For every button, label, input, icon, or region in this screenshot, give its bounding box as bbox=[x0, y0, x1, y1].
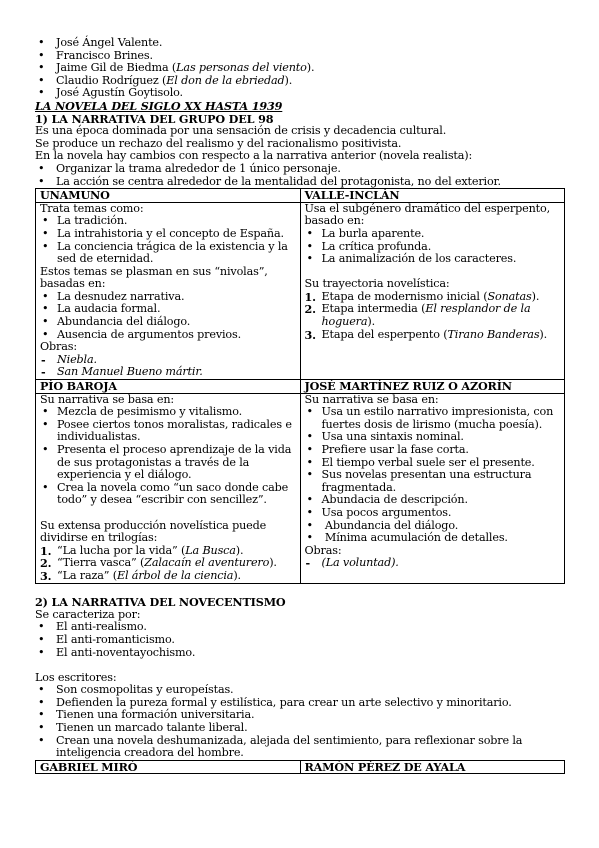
list-item: • Organizar la trama alrededor de 1 único personaje. bbox=[35, 163, 565, 176]
list-item: • El anti-romanticismo. bbox=[35, 634, 565, 647]
traits-list bbox=[35, 621, 565, 659]
list-item: 2. “Tierra vasca” (Zalacaín el aventurero). bbox=[40, 556, 277, 571]
list-item: • José Agustín Goytisolo. bbox=[35, 87, 565, 100]
cell-text: Obras: bbox=[304, 543, 342, 557]
list-item: • Tienen una formación universitaria. bbox=[35, 709, 565, 722]
azorin-cell bbox=[300, 393, 565, 583]
list-item: 3. Etapa del esperpento (Tirano Banderas). bbox=[304, 327, 548, 342]
cell-text: Obras: bbox=[40, 340, 77, 354]
cell-text: Trata temas como: bbox=[40, 201, 144, 215]
heading-novecentismo: 2) LA NARRATIVA DEL NOVECENTISMO bbox=[35, 595, 286, 610]
authors-novecentismo-table bbox=[35, 760, 565, 775]
list-item: • La acción se centra alrededor de la mentalidad del protagonista, no del exterior. bbox=[35, 176, 565, 189]
list-item: • Usa una sintaxis nominal. bbox=[305, 431, 562, 444]
list-item: • Defienden la pureza formal y estilística, para crear un arte selectivo y minoritario. bbox=[35, 697, 565, 710]
list-item: 2. Etapa intermedia (El resplandor de la hoguera). bbox=[304, 302, 531, 329]
list-item: • Crean una novela deshumanizada, alejada del sentimiento, para reflexionar sobre la inteligencia creadora del hombre. bbox=[35, 735, 565, 760]
document-page bbox=[35, 37, 565, 774]
paragraph: Se produce un rechazo del realismo y del racionalismo positivista. bbox=[35, 136, 402, 150]
list-item: • Prefiere usar la fase corta. bbox=[305, 444, 562, 457]
miro-header: GABRIEL MIRÓ bbox=[36, 760, 301, 774]
list-item: • La crítica profunda. bbox=[305, 241, 562, 254]
cell-text: Su narrativa se basa en: bbox=[304, 392, 439, 406]
list-item: • Abundancia del diálogo. bbox=[40, 316, 297, 329]
cell-text: Estos temas se plasman en sus “nivolas”, basadas en: bbox=[40, 264, 268, 291]
list-item: • La audacia formal. bbox=[40, 303, 297, 316]
list-item: • Presenta el proceso aprendizaje de la vida de sus protagonistas a través de la experiencia y el diálogo. bbox=[40, 444, 297, 482]
list-item: • Posee ciertos tonos moralistas, radicales e individualistas. bbox=[40, 419, 297, 444]
baroja-header: PÍO BAROJA bbox=[36, 380, 301, 394]
list-item: • Abundacia de descripción. bbox=[305, 494, 562, 507]
list-item: - (La voluntad). bbox=[305, 557, 562, 570]
list-item: • Abundancia del diálogo. bbox=[305, 520, 562, 533]
poets-list bbox=[35, 37, 565, 100]
unamuno-cell bbox=[36, 202, 301, 379]
list-item: • La conciencia trágica de la existencia y la sed de eternidad. bbox=[40, 241, 297, 266]
list-item: • Ausencia de argumentos previos. bbox=[40, 329, 297, 342]
list-item: • El anti-realismo. bbox=[35, 621, 565, 634]
list-item: 1. Etapa de modernismo inicial (Sonatas). bbox=[304, 289, 540, 304]
paragraph: En la novela hay cambios con respecto a la narrativa anterior (novela realista): bbox=[35, 149, 473, 163]
list-item: • La tradición. bbox=[40, 215, 297, 228]
paragraph: Se caracteriza por: bbox=[35, 607, 141, 621]
unamuno-header: UNAMUNO bbox=[36, 189, 301, 203]
writers-list bbox=[35, 684, 565, 760]
baroja-cell bbox=[36, 393, 301, 583]
list-item: - San Manuel Bueno mártir. bbox=[40, 366, 297, 379]
list-item: • Sus novelas presentan una estructura fragmentada. bbox=[305, 469, 562, 494]
cell-text: Su extensa producción novelística puede dividirse en trilogías: bbox=[40, 518, 267, 545]
list-item: • La animalización de los caracteres. bbox=[305, 253, 562, 266]
list-item: • Claudio Rodríguez (El don de la ebriedad). bbox=[35, 75, 565, 88]
list-item: • Mínima acumulación de detalles. bbox=[305, 532, 562, 545]
cell-text: Su narrativa se basa en: bbox=[40, 392, 174, 406]
heading-98: 1) LA NARRATIVA DEL GRUPO DEL 98 bbox=[35, 111, 274, 126]
list-item: • La burla aparente. bbox=[305, 228, 562, 241]
section-title: LA NOVELA DEL SIGLO XX HASTA 1939 bbox=[35, 98, 283, 113]
list-item: • La intrahistoria y el concepto de España. bbox=[40, 228, 297, 241]
cell-text: Usa el subgénero dramático del esperpento, basado en: bbox=[304, 201, 550, 228]
list-item: • La desnudez narrativa. bbox=[40, 291, 297, 304]
azorin-header: JOSÉ MARTÍNEZ RUIZ O AZORÍN bbox=[300, 380, 565, 394]
cell-text: Su trayectoria novelística: bbox=[304, 277, 450, 291]
novel-changes-list bbox=[35, 163, 565, 188]
list-item: • Usa un estilo narrativo impresionista, con fuertes dosis de lirismo (mucha poesía). bbox=[305, 406, 562, 431]
list-item: • Son cosmopolitas y europeístas. bbox=[35, 684, 565, 697]
authors-98-table bbox=[35, 188, 565, 583]
list-item: • Jaime Gil de Biedma (Las personas del viento). bbox=[35, 62, 565, 75]
list-item: 3. “La raza” (El árbol de la ciencia). bbox=[40, 568, 241, 583]
paragraph: Los escritores: bbox=[35, 670, 117, 684]
valle-header: VALLE-INCLÁN bbox=[300, 189, 565, 203]
list-item: • Usa pocos argumentos. bbox=[305, 507, 562, 520]
list-item: • El tiempo verbal suele ser el presente. bbox=[305, 457, 562, 470]
list-item: • El anti-noventayochismo. bbox=[35, 647, 565, 660]
list-item: • Francisco Brines. bbox=[35, 50, 565, 63]
ayala-header: RAMÓN PÉREZ DE AYALA bbox=[300, 760, 565, 774]
list-item: • Mezcla de pesimismo y vitalismo. bbox=[40, 406, 297, 419]
list-item: • José Ángel Valente. bbox=[35, 37, 565, 50]
list-item: - Niebla. bbox=[40, 354, 297, 367]
paragraph: Es una época dominada por una sensación de crisis y decadencia cultural. bbox=[35, 124, 447, 138]
list-item: 1. “La lucha por la vida” (La Busca). bbox=[40, 543, 244, 558]
valle-cell bbox=[300, 202, 565, 379]
list-item: • Tienen un marcado talante liberal. bbox=[35, 722, 565, 735]
list-item: • Crea la novela como “un saco donde cabe todo” y desea “escribir con sencillez”. bbox=[40, 482, 297, 507]
